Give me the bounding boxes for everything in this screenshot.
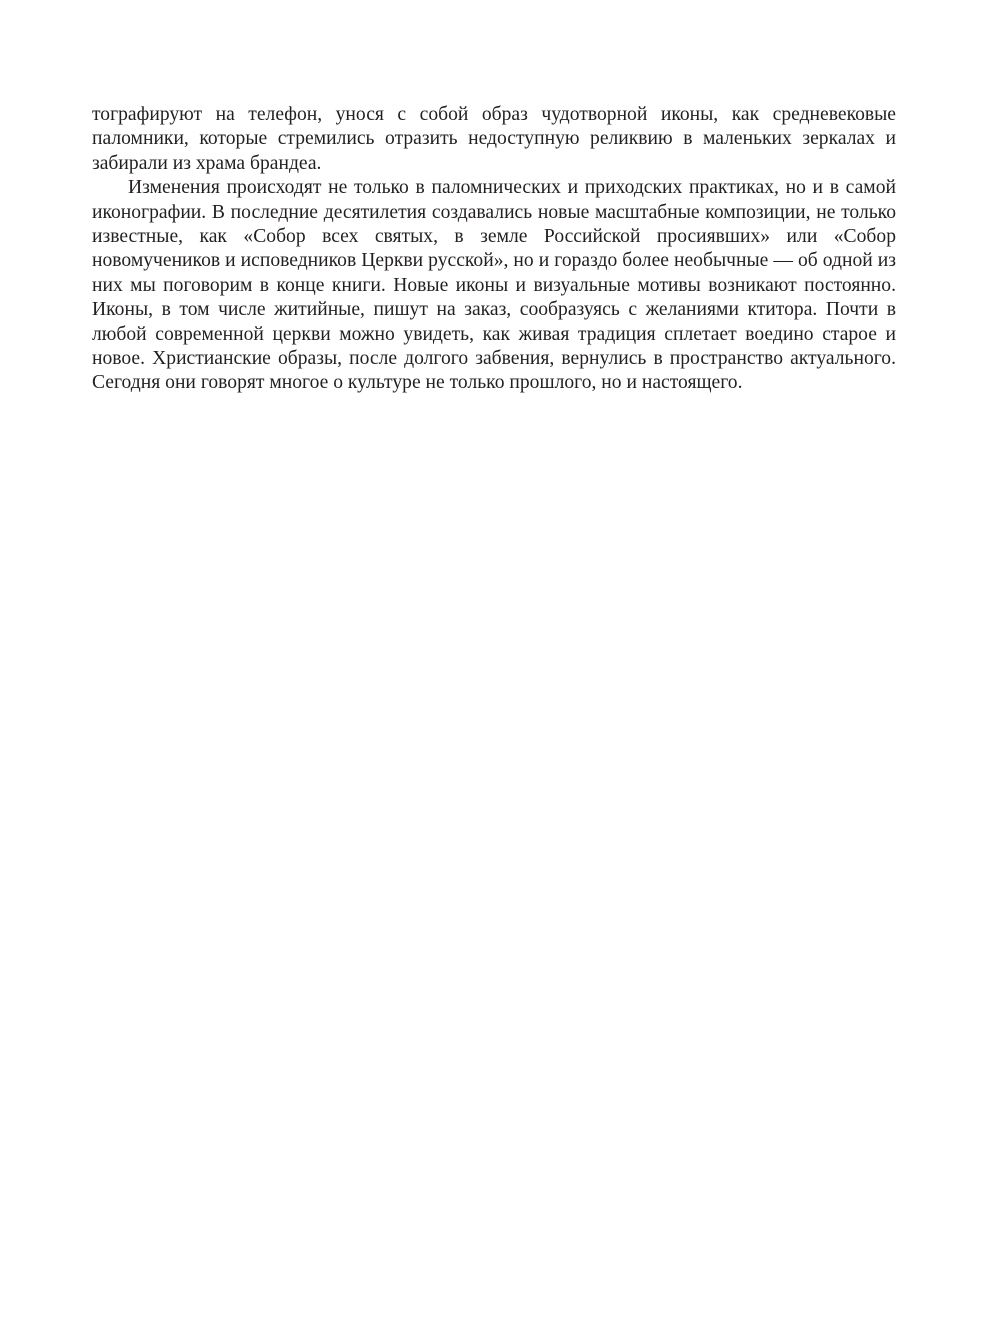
paragraph-continuation: тографируют на телефон, унося с собой образ чудотворной иконы, как средневековые паломники, которые стремились отразить недоступную реликвию в маленьких зеркалах и забирали из храма брандеа.	[92, 104, 896, 174]
body-text	[92, 103, 896, 396]
paragraph-iconography-changes: Изменения происходят не только в паломнических и приходских практиках, но и в самой иконографии. В последние десятилетия создавались новые масштабные композиции, не только известные, как «Собор всех святых, в земле Российской просиявших» или «Собор новомучеников и исповедников Церкви русской», но и гораздо более необычные — об одной из них мы поговорим в конце книги. Новые иконы и визуальные мотивы возникают постоянно. Иконы, в том числе житийные, пишут на заказ, сообразуясь с желаниями ктитора. Почти в любой современной церкви можно увидеть, как живая традиция сплетает воедино старое и новое. Христианские образы, после долгого забвения, вернулись в пространство актуального. Сегодня они говорят многое о культуре не только прошлого, но и настоящего.	[92, 177, 896, 394]
